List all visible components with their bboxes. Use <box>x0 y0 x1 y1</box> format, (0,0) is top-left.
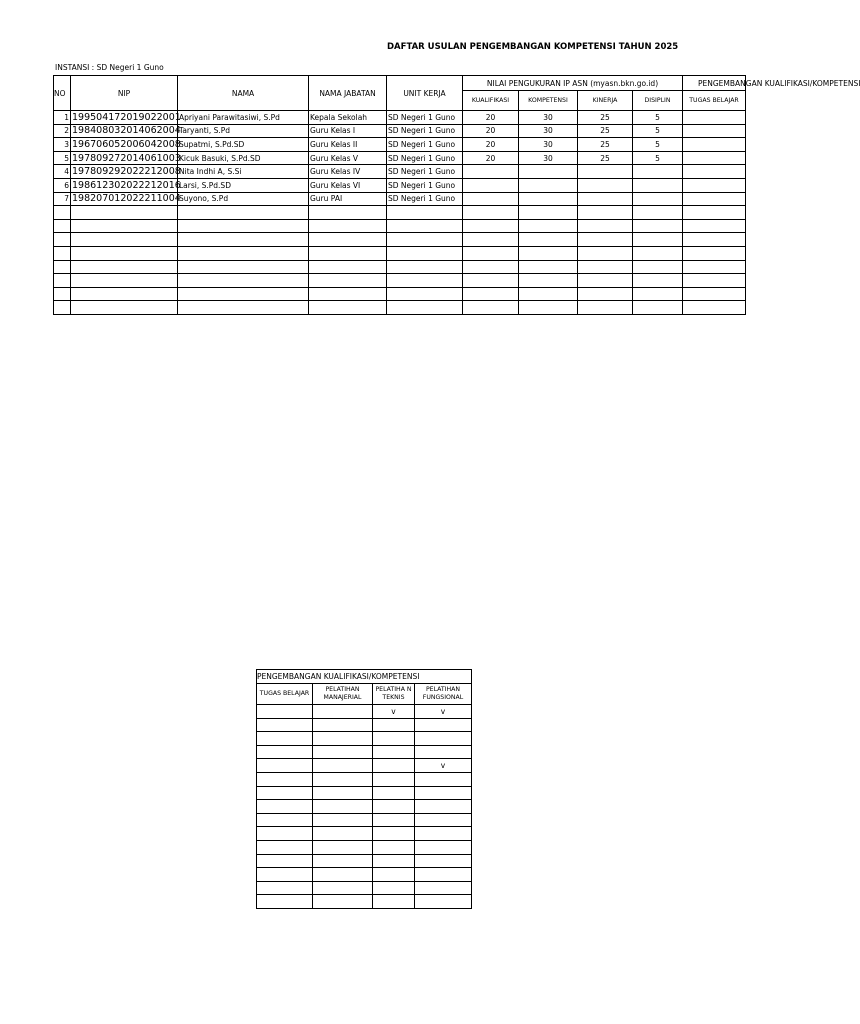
cell-manajerial <box>313 759 373 773</box>
cell-nip <box>71 274 178 288</box>
cell-nip <box>71 246 178 260</box>
cell-kompetensi <box>519 192 578 206</box>
cell-teknis <box>373 732 415 746</box>
cell-no <box>54 287 71 301</box>
cell-nip: 199504172019022001 <box>72 111 181 123</box>
cell-teknis <box>373 881 415 895</box>
cell-nama: Taryanti, S.Pd <box>178 124 309 138</box>
table-row <box>257 732 472 746</box>
cell-nip <box>71 219 178 233</box>
cell-nama <box>178 219 309 233</box>
cell-kualifikasi <box>463 233 519 247</box>
cell-no <box>54 274 71 288</box>
col-header-kompetensi: KOMPETENSI <box>519 91 578 111</box>
competency-table <box>53 75 860 315</box>
cell-kompetensi <box>519 287 578 301</box>
cell-teknis <box>373 827 415 841</box>
cell-kinerja: 25 <box>578 111 633 125</box>
cell-jabatan <box>309 301 387 315</box>
col-header-pengembangan-group: PENGEMBANGAN KUALIFIKASI/KOMPETENSI <box>683 76 746 91</box>
cell-nip <box>71 287 178 301</box>
cell-manajerial <box>313 718 373 732</box>
cell-manajerial <box>313 895 373 909</box>
cell-kinerja <box>578 165 633 179</box>
col-header-kinerja: KINERJA <box>578 91 633 111</box>
cell-fungsional <box>415 772 472 786</box>
cell-kualifikasi <box>463 287 519 301</box>
cell-nama <box>178 287 309 301</box>
cell-no <box>54 260 71 274</box>
cell-no <box>54 206 71 220</box>
cell-kinerja <box>578 233 633 247</box>
cell-no: 5 <box>54 151 71 165</box>
cell-jabatan: Kepala Sekolah <box>309 111 387 125</box>
cell-teknis: v <box>373 705 415 719</box>
cell-fungsional <box>415 813 472 827</box>
cell-fungsional <box>415 840 472 854</box>
cell-kualifikasi <box>463 178 519 192</box>
table-row <box>257 813 472 827</box>
cell-kompetensi: 30 <box>519 111 578 125</box>
cell-fungsional <box>415 895 472 909</box>
cell-kinerja <box>578 219 633 233</box>
cell-nip: 197809272014061003 <box>72 152 181 164</box>
cell-no <box>54 219 71 233</box>
table-row <box>54 111 746 125</box>
col-header-nip: NIP <box>71 76 178 111</box>
cell-nama: Larsi, S.Pd.SD <box>178 178 309 192</box>
table-row <box>257 868 472 882</box>
main-table-area <box>53 75 860 301</box>
document-title: DAFTAR USULAN PENGEMBANGAN KOMPETENSI TAHUN 2025 <box>387 42 679 52</box>
cell-no: 3 <box>54 138 71 152</box>
cell-fungsional <box>415 868 472 882</box>
cell-kompetensi <box>519 219 578 233</box>
cell-manajerial <box>313 881 373 895</box>
cell-kualifikasi <box>463 219 519 233</box>
cell-tugas <box>683 260 746 274</box>
cell-tugas <box>257 705 313 719</box>
cell-nama <box>178 274 309 288</box>
cell-kualifikasi <box>463 165 519 179</box>
table-row <box>54 219 746 233</box>
table-row <box>257 854 472 868</box>
cell-kualifikasi: 20 <box>463 111 519 125</box>
cell-unit <box>387 233 463 247</box>
cell-manajerial <box>313 772 373 786</box>
cell-kompetensi <box>519 165 578 179</box>
cell-tugas <box>257 786 313 800</box>
col-header-tugas-belajar-cont: TUGAS BELAJAR <box>257 684 313 705</box>
table-row <box>257 759 472 773</box>
cell-fungsional <box>415 732 472 746</box>
cell-kualifikasi <box>463 274 519 288</box>
table-row <box>54 192 746 206</box>
cell-no <box>54 246 71 260</box>
table-row <box>54 246 746 260</box>
cell-unit: SD Negeri 1 Guno <box>387 111 463 125</box>
cell-tugas <box>683 151 746 165</box>
table-row <box>257 827 472 841</box>
cell-nip <box>71 301 178 315</box>
cell-jabatan: Guru Kelas I <box>309 124 387 138</box>
cell-tugas <box>683 219 746 233</box>
cell-jabatan: Guru Kelas IV <box>309 165 387 179</box>
cell-manajerial <box>313 854 373 868</box>
table-row <box>54 233 746 247</box>
cell-kinerja <box>578 287 633 301</box>
cell-disiplin <box>633 260 683 274</box>
cell-disiplin: 5 <box>633 151 683 165</box>
cell-manajerial <box>313 827 373 841</box>
cell-no: 4 <box>54 165 71 179</box>
cell-unit: SD Negeri 1 Guno <box>387 192 463 206</box>
cell-tugas <box>683 178 746 192</box>
cell-unit <box>387 219 463 233</box>
cell-teknis <box>373 800 415 814</box>
cell-nama <box>178 301 309 315</box>
cell-kompetensi <box>519 260 578 274</box>
table-row <box>257 772 472 786</box>
cell-disiplin <box>633 165 683 179</box>
continuation-table-area <box>257 669 471 895</box>
cell-jabatan: Guru PAI <box>309 192 387 206</box>
cell-tugas <box>257 813 313 827</box>
cell-disiplin <box>633 233 683 247</box>
cell-tugas <box>683 274 746 288</box>
cell-unit <box>387 301 463 315</box>
cell-nama <box>178 246 309 260</box>
cell-jabatan <box>309 233 387 247</box>
cell-fungsional <box>415 745 472 759</box>
cell-tugas <box>683 138 746 152</box>
table-row <box>54 124 746 138</box>
cell-nama: Nita Indhi A, S.Si <box>178 165 309 179</box>
table-row <box>257 718 472 732</box>
cell-unit: SD Negeri 1 Guno <box>387 124 463 138</box>
cell-manajerial <box>313 745 373 759</box>
col-header-no: NO <box>54 76 71 111</box>
cell-nip: 198408032014062004 <box>72 125 181 137</box>
cell-fungsional <box>415 786 472 800</box>
cell-manajerial <box>313 786 373 800</box>
cell-teknis <box>373 813 415 827</box>
cell-kompetensi: 30 <box>519 151 578 165</box>
cell-nama: Kicuk Basuki, S.Pd.SD <box>178 151 309 165</box>
cell-kualifikasi: 20 <box>463 124 519 138</box>
cell-fungsional <box>415 827 472 841</box>
cell-nama: Suyono, S.Pd <box>178 192 309 206</box>
cell-tugas <box>683 206 746 220</box>
cell-tugas <box>257 895 313 909</box>
table-row <box>54 301 746 315</box>
cell-teknis <box>373 772 415 786</box>
cell-unit <box>387 206 463 220</box>
cell-tugas <box>683 111 746 125</box>
cell-tugas <box>257 800 313 814</box>
cell-jabatan: Guru Kelas VI <box>309 178 387 192</box>
cell-manajerial <box>313 732 373 746</box>
cell-fungsional <box>415 800 472 814</box>
cell-tugas <box>257 868 313 882</box>
cell-tugas <box>257 718 313 732</box>
cell-disiplin <box>633 206 683 220</box>
cell-nip <box>71 233 178 247</box>
col-header-unit-kerja: UNIT KERJA <box>387 76 463 111</box>
table-row <box>54 260 746 274</box>
cell-tugas <box>257 732 313 746</box>
table-row <box>257 881 472 895</box>
cell-nip: 197809292022212008 <box>72 166 181 178</box>
cell-kualifikasi: 20 <box>463 151 519 165</box>
pengembangan-table-body <box>257 705 472 909</box>
col-header-disiplin: DISIPLIN <box>633 91 683 111</box>
cell-nama <box>178 206 309 220</box>
col-header-pengembangan-group-cont: PENGEMBANGAN KUALIFIKASI/KOMPETENSI <box>257 670 472 684</box>
cell-fungsional <box>415 881 472 895</box>
cell-no <box>54 301 71 315</box>
cell-kualifikasi <box>463 206 519 220</box>
table-row <box>257 895 472 909</box>
cell-jabatan: Guru Kelas II <box>309 138 387 152</box>
table-row <box>54 274 746 288</box>
table-row <box>257 745 472 759</box>
table-row <box>257 786 472 800</box>
pengembangan-table <box>256 669 472 909</box>
cell-tugas <box>257 840 313 854</box>
cell-kompetensi <box>519 301 578 315</box>
col-header-pelatihan-fungsional: PELATIHAN FUNGSIONAL <box>415 684 472 705</box>
cell-tugas <box>683 192 746 206</box>
cell-jabatan <box>309 246 387 260</box>
cell-nama <box>178 260 309 274</box>
cell-unit: SD Negeri 1 Guno <box>387 151 463 165</box>
cell-kinerja <box>578 192 633 206</box>
cell-kinerja: 25 <box>578 151 633 165</box>
cell-kinerja: 25 <box>578 138 633 152</box>
cell-teknis <box>373 718 415 732</box>
cell-fungsional: v <box>415 759 472 773</box>
cell-kualifikasi <box>463 246 519 260</box>
cell-tugas <box>257 827 313 841</box>
cell-manajerial <box>313 813 373 827</box>
cell-no: 6 <box>54 178 71 192</box>
table-row <box>54 138 746 152</box>
cell-kompetensi <box>519 233 578 247</box>
cell-unit: SD Negeri 1 Guno <box>387 138 463 152</box>
cell-nip: 198612302022212016 <box>72 179 181 191</box>
table-row <box>257 800 472 814</box>
cell-fungsional: v <box>415 705 472 719</box>
cell-tugas <box>683 124 746 138</box>
cell-fungsional <box>415 718 472 732</box>
cell-nama: Supatmi, S.Pd.SD <box>178 138 309 152</box>
table-row <box>54 178 746 192</box>
cell-kinerja <box>578 206 633 220</box>
cell-disiplin <box>633 301 683 315</box>
cell-nip <box>71 260 178 274</box>
table-row <box>54 206 746 220</box>
cell-unit <box>387 274 463 288</box>
cell-nama <box>178 233 309 247</box>
cell-tugas <box>257 881 313 895</box>
cell-kompetensi <box>519 274 578 288</box>
cell-no <box>54 233 71 247</box>
cell-kompetensi <box>519 246 578 260</box>
cell-jabatan <box>309 206 387 220</box>
cell-disiplin <box>633 219 683 233</box>
cell-teknis <box>373 854 415 868</box>
cell-kompetensi <box>519 178 578 192</box>
cell-kompetensi: 30 <box>519 138 578 152</box>
cell-kualifikasi <box>463 192 519 206</box>
cell-teknis <box>373 786 415 800</box>
cell-nama: Apriyani Parawitasiwi, S.Pd <box>178 111 309 125</box>
cell-kinerja <box>578 301 633 315</box>
cell-tugas <box>257 854 313 868</box>
cell-no: 7 <box>54 192 71 206</box>
cell-tugas <box>257 745 313 759</box>
instansi-label: INSTANSI : SD Negeri 1 Guno <box>55 63 164 72</box>
col-header-nilai-group: NILAI PENGUKURAN IP ASN (myasn.bkn.go.id) <box>463 76 683 91</box>
cell-kinerja <box>578 274 633 288</box>
cell-manajerial <box>313 705 373 719</box>
cell-tugas <box>683 301 746 315</box>
cell-teknis <box>373 840 415 854</box>
cell-tugas <box>683 287 746 301</box>
table-row <box>257 840 472 854</box>
cell-disiplin <box>633 192 683 206</box>
cell-disiplin: 5 <box>633 111 683 125</box>
cell-jabatan: Guru Kelas V <box>309 151 387 165</box>
col-header-nama-jabatan: NAMA JABATAN <box>309 76 387 111</box>
cell-disiplin: 5 <box>633 124 683 138</box>
cell-tugas <box>683 165 746 179</box>
cell-tugas <box>683 246 746 260</box>
cell-disiplin <box>633 274 683 288</box>
cell-nip: 196706052006042008 <box>72 138 181 150</box>
cell-kualifikasi <box>463 301 519 315</box>
cell-disiplin <box>633 178 683 192</box>
cell-unit <box>387 260 463 274</box>
col-header-tugas-belajar: TUGAS BELAJAR <box>683 91 746 111</box>
cell-jabatan <box>309 260 387 274</box>
cell-jabatan <box>309 219 387 233</box>
cell-manajerial <box>313 840 373 854</box>
cell-kualifikasi: 20 <box>463 138 519 152</box>
competency-table-body <box>54 111 746 315</box>
cell-unit <box>387 287 463 301</box>
cell-unit: SD Negeri 1 Guno <box>387 165 463 179</box>
cell-teknis <box>373 745 415 759</box>
cell-nip: 198207012022211004 <box>72 193 181 205</box>
cell-no: 2 <box>54 124 71 138</box>
table-row <box>54 287 746 301</box>
cell-no: 1 <box>54 111 71 125</box>
cell-teknis <box>373 868 415 882</box>
cell-kinerja <box>578 260 633 274</box>
cell-unit <box>387 246 463 260</box>
cell-jabatan <box>309 287 387 301</box>
cell-kompetensi <box>519 206 578 220</box>
cell-kualifikasi <box>463 260 519 274</box>
col-header-pelatihan-teknis: PELATIHA N TEKNIS <box>373 684 415 705</box>
cell-disiplin <box>633 246 683 260</box>
cell-kinerja: 25 <box>578 124 633 138</box>
cell-jabatan <box>309 274 387 288</box>
cell-tugas <box>683 233 746 247</box>
cell-disiplin <box>633 287 683 301</box>
table-row <box>54 151 746 165</box>
table-row <box>54 165 746 179</box>
cell-kinerja <box>578 178 633 192</box>
cell-kompetensi: 30 <box>519 124 578 138</box>
cell-kinerja <box>578 246 633 260</box>
cell-manajerial <box>313 868 373 882</box>
cell-tugas <box>257 759 313 773</box>
table-row <box>257 705 472 719</box>
cell-teknis <box>373 759 415 773</box>
cell-nip <box>71 206 178 220</box>
cell-unit: SD Negeri 1 Guno <box>387 178 463 192</box>
cell-manajerial <box>313 800 373 814</box>
col-header-pelatihan-manajerial: PELATIHAN MANAJERIAL <box>313 684 373 705</box>
col-header-kualifikasi: KUALIFIKASI <box>463 91 519 111</box>
cell-fungsional <box>415 854 472 868</box>
cell-tugas <box>257 772 313 786</box>
col-header-nama: NAMA <box>178 76 309 111</box>
cell-disiplin: 5 <box>633 138 683 152</box>
cell-teknis <box>373 895 415 909</box>
